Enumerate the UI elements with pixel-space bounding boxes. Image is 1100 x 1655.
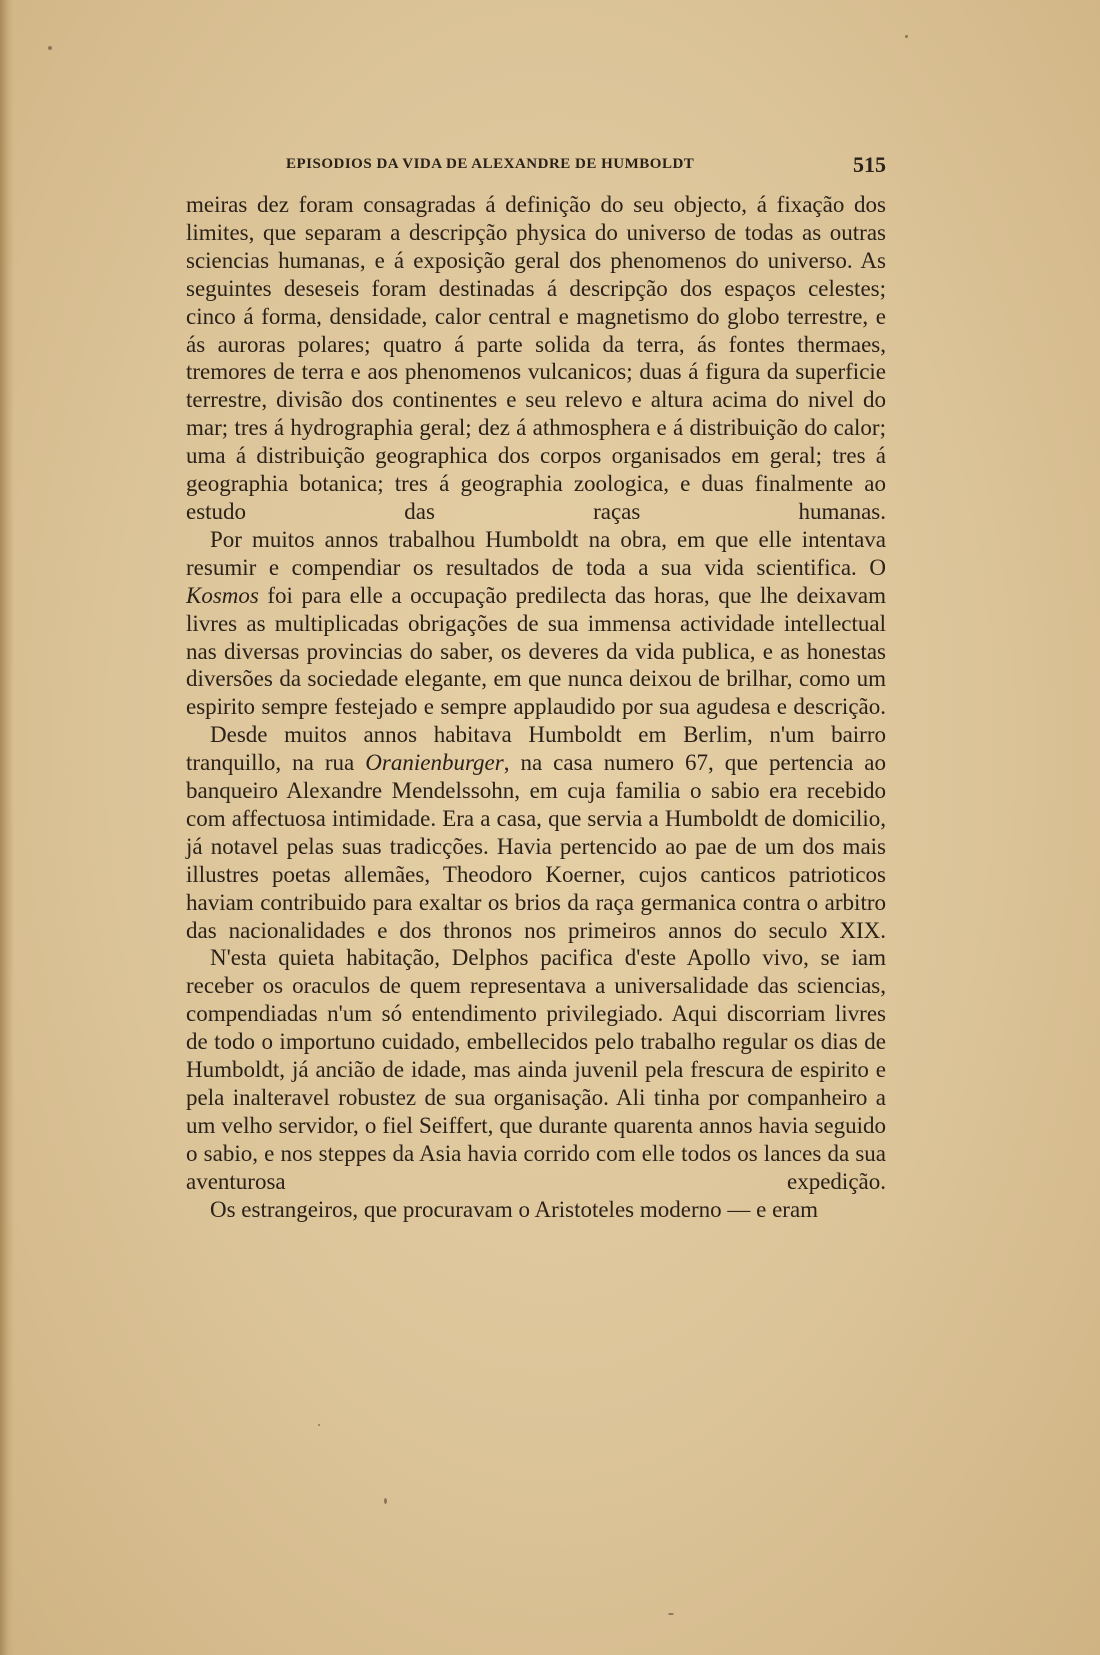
paragraph	[186, 944, 886, 1195]
running-head	[186, 154, 886, 178]
paragraph-text: Por muitos annos trabalhou Humboldt na obra, em que elle intentava resumir e compendiar os resultados de toda a sua vida scientifica. O	[186, 526, 886, 580]
binding-edge	[0, 0, 14, 1655]
book-title: Kosmos	[186, 582, 259, 608]
paragraph-text: meiras dez foram consagradas á definição do seu objecto, á fixação dos limites, que separam a descripção physica do universo de todas as outras sciencias humanas, e á exposição geral dos phenomenos do universo. As seguintes deseseis foram destinadas á descripção dos espaços celestes; cinco á forma, densidade, calor central e magnetismo do globo terrestre, e ás auroras polares; quatro á parte solida da terra, ás fontes thermaes, tremores de terra e aos phenomenos vulcanicos; duas á figura da superficie terrestre, divisão dos continentes e seu relevo e altura acima do nivel do mar; tres á hydrographia geral; dez á athmosphera e á distribuição do calor; uma á distribuição geographica dos corpos organisados em geral; tres á geographia botanica; tres á geographia zoologica, e duas finalmente ao estudo das raças humanas.	[186, 192, 886, 524]
paper-speck	[48, 46, 52, 50]
paper-speck	[384, 1498, 387, 1504]
paragraph	[186, 191, 886, 526]
paragraph	[186, 526, 886, 721]
paragraph-text: N'esta quieta habitação, Delphos pacifica d'este Apollo vivo, se iam receber os oraculos de quem representava a universalidade das sciencias, compendiadas n'um só entendimento privilegiado. Aqui discorriam livres de todo o importuno cuidado, embellecidos pelo trabalho regular os dias de Humboldt, já ancião de idade, mas ainda juvenil pela frescura de espirito e pela inalteravel robustez de sua organisação. Ali tinha por companheiro a um velho servidor, o fiel Seiffert, que durante quarenta annos havia seguido o sabio, e nos steppes da Asia havia corrido com elle todos os lances da sua aventurosa expedição.	[186, 945, 886, 1194]
body-text	[186, 191, 886, 1224]
paragraph	[186, 721, 886, 944]
paragraph	[186, 1196, 886, 1224]
street-name: Oranienburger	[365, 750, 504, 776]
paragraph-text: , na casa numero 67, que pertencia ao banqueiro Alexandre Mendelssohn, em cuja familia o sabio era recebido com affectuosa intimidade. Era a casa, que servia a Humboldt de domicilio, já notavel pelas suas tradicções. Havia pertencido ao pae de um dos mais illustres poetas allemães, Theodoro Koerner, cujos canticos patrioticos haviam contribuido para exaltar os brios da raça germanica contra o arbitro das nacionalidades e dos thronos nos primeiros annos do seculo XIX.	[186, 750, 886, 943]
paragraph-text: Desde muitos annos habitava Humboldt em Berlim, n'um bairro tranquillo, na rua	[186, 722, 886, 776]
paper-speck	[668, 1613, 674, 1615]
running-title: EPISODIOS DA VIDA DE ALEXANDRE DE HUMBOLDT	[286, 156, 695, 172]
paragraph-text: foi para elle a occupação predilecta das horas, que lhe deixavam livres as multiplicadas obrigações de sua immensa actividade intellectual nas diversas provincias do saber, os deveres da vida publica, e as honestas diversões da sociedade elegante, em que nunca deixou de brilhar, como um espirito sempre festejado e sempre applaudido por sua agudesa e descrição.	[186, 582, 886, 720]
paper-speck	[905, 35, 908, 38]
paper-speck	[318, 1424, 320, 1426]
page-number: 515	[853, 152, 886, 177]
paragraph-text: Os estrangeiros, que procuravam o Aristoteles moderno — e eram	[210, 1196, 819, 1222]
